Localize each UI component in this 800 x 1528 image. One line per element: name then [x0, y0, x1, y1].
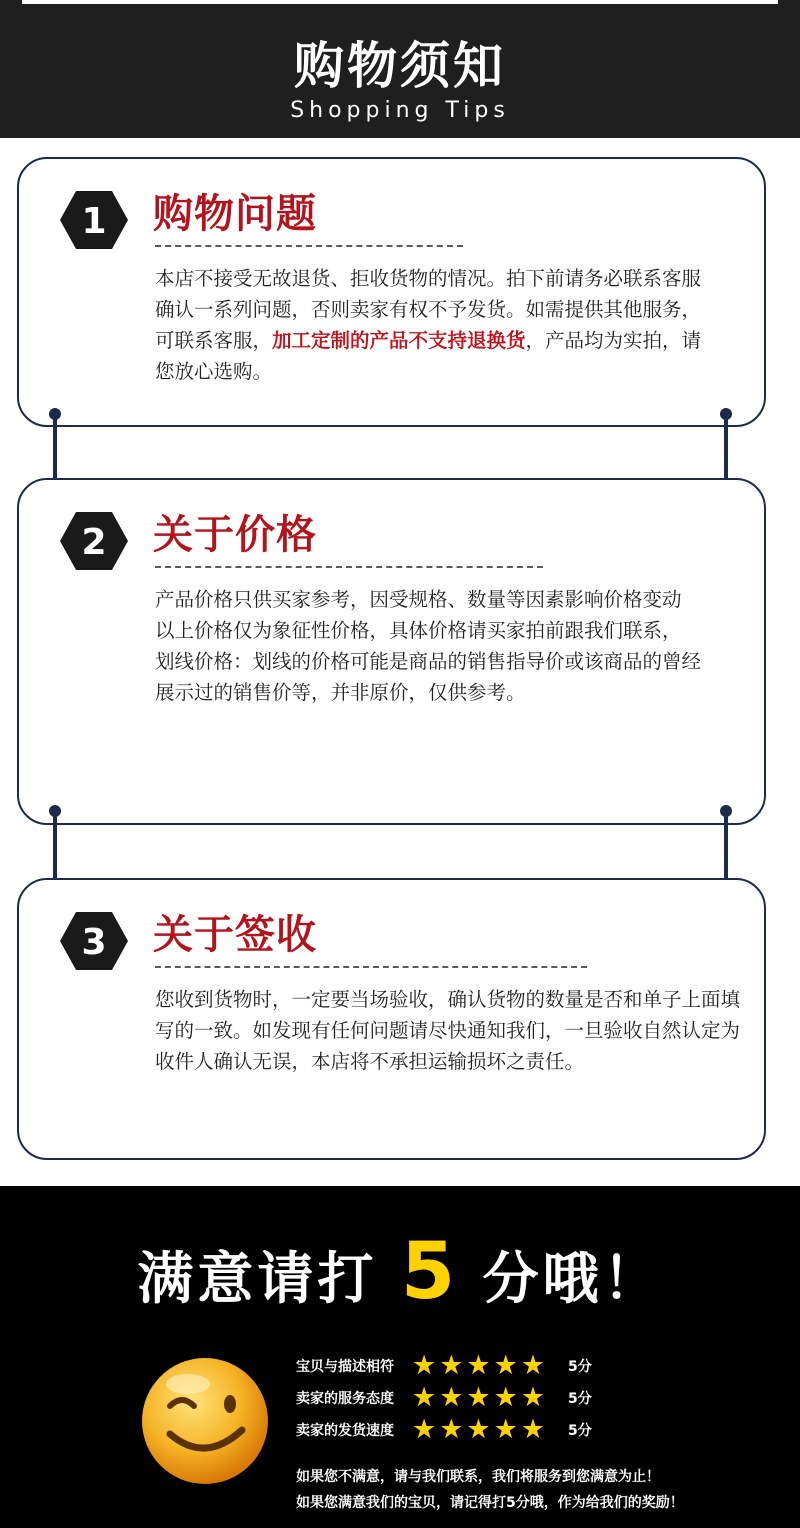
body-line: 划线价格：划线的价格可能是商品的销售指导价或该商品的曾经 — [155, 650, 702, 673]
rating-score: 5分 — [568, 1391, 592, 1407]
rating-row — [296, 1382, 592, 1414]
dashed-divider — [155, 245, 463, 247]
section-title: 关于签收 — [153, 912, 317, 958]
headline-text: 满意请打 — [137, 1247, 378, 1312]
header-banner — [0, 0, 800, 138]
badge-number: 1 — [81, 201, 107, 242]
body-text: ，产品均为实拍，请您放心选购。 — [155, 329, 702, 383]
section-title: 购物问题 — [153, 191, 317, 237]
header-top-line — [22, 0, 778, 4]
number-badge-icon — [59, 189, 129, 251]
section-card-receipt — [17, 878, 766, 1160]
body-line: 产品价格只供买家参考，因受规格、数量等因素影响价格变动 — [155, 588, 682, 611]
badge-number: 3 — [81, 922, 107, 963]
footer-note: 如果您满意我们的宝贝，请记得打5分哦，作为给我们的奖励！ — [296, 1495, 684, 1511]
smiley-wink-icon — [140, 1356, 270, 1486]
section-body — [155, 584, 755, 708]
section-title: 关于价格 — [153, 512, 317, 558]
rating-row — [296, 1414, 592, 1446]
star-rating-icon: ★★★★★ — [412, 1382, 549, 1413]
section-card-pricing — [17, 478, 766, 825]
rating-label: 卖家的服务态度 — [296, 1391, 394, 1407]
number-badge-icon — [59, 510, 129, 572]
page-title: 购物须知 — [294, 37, 506, 95]
badge-number: 2 — [81, 522, 107, 563]
rating-label: 宝贝与描述相符 — [296, 1359, 394, 1375]
connector-line — [53, 811, 57, 887]
rating-score: 5分 — [568, 1359, 592, 1375]
connector-line — [724, 811, 728, 887]
rating-label: 卖家的发货速度 — [296, 1423, 394, 1439]
headline-text: 分哦！ — [482, 1247, 663, 1312]
dashed-divider — [155, 966, 587, 968]
section-body — [155, 263, 715, 387]
rating-footer — [0, 1186, 800, 1528]
page-subtitle: Shopping Tips — [290, 98, 510, 123]
dashed-divider — [155, 566, 543, 568]
star-rating-icon: ★★★★★ — [412, 1414, 549, 1445]
rating-row — [296, 1350, 592, 1382]
star-rating-icon: ★★★★★ — [412, 1350, 549, 1381]
section-card-shopping-issues — [17, 157, 766, 427]
highlight-text: 加工定制的产品不支持退换货 — [272, 329, 526, 352]
body-text: 本店不接受无故退货、拒收货物的情况。拍下前请务必联系客服确认一系列问题，否则卖家有权不予发货。如需提供其他服务，可联系客服， — [155, 267, 702, 352]
rating-headline — [0, 1227, 800, 1320]
number-badge-icon — [59, 910, 129, 972]
body-line: 展示过的销售价等，并非原价，仅供参考。 — [155, 681, 526, 704]
section-body: 您收到货物时，一定要当场验收，确认货物的数量是否和单子上面填写的一致。如发现有任何问题请尽快通知我们，一旦验收自然认定为收件人确认无误，本店将不承担运输损坏之责任。 — [155, 988, 741, 1073]
footer-note: 如果您不满意，请与我们联系，我们将服务到您满意为止！ — [296, 1469, 660, 1485]
rating-score: 5分 — [568, 1423, 592, 1439]
headline-number: 5 — [400, 1227, 460, 1317]
rating-list — [296, 1350, 592, 1446]
body-line: 以上价格仅为象征性价格，具体价格请买家拍前跟我们联系， — [155, 619, 682, 642]
